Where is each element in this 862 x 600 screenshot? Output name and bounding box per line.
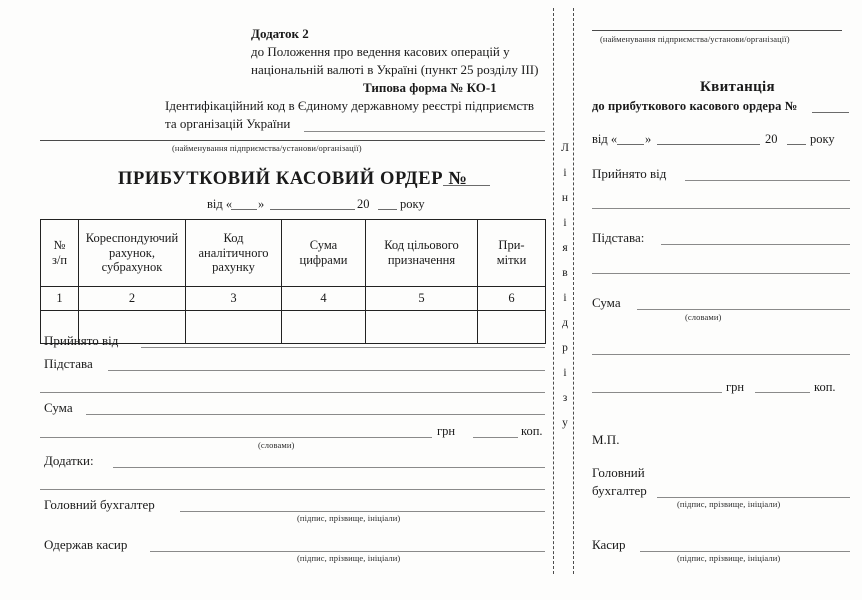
receipt-accepted-from-fill-line[interactable] — [685, 180, 850, 181]
order-sum-label: Сума — [44, 400, 73, 415]
cut-line-right — [573, 8, 574, 574]
order-date-year-fill-line[interactable] — [378, 209, 397, 210]
header-line: рахунку — [212, 260, 255, 275]
table-number-cell: 5 — [366, 287, 478, 311]
cut-label-letter: Л — [561, 142, 569, 154]
receipt-sum-words-caption: (словами) — [685, 312, 722, 322]
order-accounting-table — [40, 219, 546, 344]
receipt-number-fill-line[interactable] — [812, 112, 849, 113]
header-line: призначення — [387, 253, 456, 267]
receipt-date-day-fill-line[interactable] — [617, 144, 644, 145]
receipt-chief-accountant-caption: (підпис, прізвище, ініціали) — [677, 499, 781, 509]
receipt-kopiyka-label: коп. — [814, 380, 836, 394]
regulation-line-2: національній валюті в Україні (пункт 25 розділу III) — [251, 62, 539, 77]
receipt-cashier-caption: (підпис, прізвище, ініціали) — [677, 553, 781, 563]
table-numbering-row — [41, 287, 546, 311]
ident-code-line-2: та організацій України — [165, 116, 291, 131]
order-date-month-fill-line[interactable] — [270, 209, 355, 210]
table-number-cell: 2 — [79, 287, 186, 311]
table-number-cell: 4 — [282, 287, 366, 311]
receipt-date-year-fill-line[interactable] — [787, 144, 806, 145]
table-data-cell[interactable] — [478, 311, 546, 344]
order-basis-fill-line-2[interactable] — [40, 392, 545, 393]
order-date-year-suffix: року — [400, 197, 425, 211]
header-line: Сума — [309, 238, 338, 253]
regulation-line-1: до Положення про ведення касових операцій у — [251, 44, 510, 59]
receipt-date-prefix: від « — [592, 132, 618, 146]
cut-label-letter: і — [563, 167, 567, 179]
receipt-sum-label: Сума — [592, 295, 621, 310]
page-title: ПРИБУТКОВИЙ КАСОВИЙ ОРДЕР № — [118, 169, 468, 189]
order-chief-accountant-label: Головний бухгалтер — [44, 497, 155, 512]
table-number-cell: 1 — [41, 287, 79, 311]
order-accepted-from-label: Прийнято від — [44, 333, 119, 348]
order-hryvnia-label: грн — [437, 424, 456, 438]
header-line: аналітичного — [198, 245, 269, 260]
receipt-subtitle: до прибуткового касового ордера № — [592, 99, 798, 113]
table-header-cell — [366, 220, 478, 287]
ident-code-line-1: Ідентифікаційний код в Єдиному державному реєстрі підприємств — [165, 98, 535, 113]
receipt-org-name-line[interactable] — [592, 30, 842, 31]
cut-label-letter: н — [561, 192, 569, 204]
header-line: мітки — [496, 253, 527, 267]
order-cashier-fill-line[interactable] — [150, 551, 545, 552]
cut-line-vertical-label — [557, 143, 573, 443]
table-data-cell[interactable] — [366, 311, 478, 344]
header-line: Кореспондуючий — [85, 230, 179, 245]
receipt-hryvnia-fill-line[interactable] — [592, 392, 722, 393]
receipt-basis-label: Підстава: — [592, 230, 645, 245]
header-line: При- — [498, 238, 525, 253]
ident-code-fill-line[interactable] — [304, 131, 545, 132]
appendix-label: Додаток 2 — [251, 26, 309, 41]
receipt-chief-accountant-label-line-1: Головний — [592, 465, 645, 480]
order-number-fill-line[interactable] — [443, 185, 490, 186]
order-kopiyka-label: коп. — [521, 424, 543, 438]
table-data-cell[interactable] — [186, 311, 282, 344]
order-date-day-fill-line[interactable] — [231, 209, 257, 210]
receipt-hryvnia-label: грн — [726, 380, 745, 394]
receipt-sum-fill-line[interactable] — [637, 309, 850, 310]
cut-label-letter: у — [562, 417, 568, 429]
receipt-title: Квитанція — [700, 79, 775, 95]
table-header-row — [41, 220, 546, 287]
table-header-cell — [186, 220, 282, 287]
cut-label-letter: і — [563, 292, 567, 304]
receipt-accepted-from-fill-line-2[interactable] — [592, 208, 850, 209]
order-sum-words-caption: (словами) — [258, 440, 295, 450]
order-sum-words-fill-line[interactable] — [40, 437, 432, 438]
table-header-cell — [282, 220, 366, 287]
order-attachments-fill-line[interactable] — [113, 467, 545, 468]
receipt-sum-fill-line-2[interactable] — [592, 354, 850, 355]
receipt-org-name-caption: (найменування підприємства/установи/організації) — [600, 34, 790, 44]
table-header-cell — [478, 220, 546, 287]
order-cashier-label: Одержав касир — [44, 537, 128, 552]
receipt-kopiyka-fill-line[interactable] — [755, 392, 810, 393]
receipt-date-year-suffix: року — [810, 132, 835, 146]
receipt-basis-fill-line[interactable] — [661, 244, 850, 245]
table-number-cell: 3 — [186, 287, 282, 311]
cut-label-letter: з — [562, 392, 568, 404]
header-line: № — [53, 238, 66, 253]
order-attachments-label: Додатки: — [44, 453, 94, 468]
order-basis-fill-line[interactable] — [108, 370, 545, 371]
order-date-quote-close: » — [258, 197, 265, 211]
table-number-cell: 6 — [478, 287, 546, 311]
header-line: рахунок, — [109, 245, 155, 260]
order-org-name-caption: (найменування підприємства/установи/організації) — [172, 143, 362, 153]
cut-label-letter: і — [563, 367, 567, 379]
order-org-name-line[interactable] — [40, 140, 545, 141]
order-accepted-from-fill-line[interactable] — [141, 347, 545, 348]
receipt-date-year-prefix: 20 — [765, 132, 778, 146]
receipt-chief-accountant-label-line-2: бухгалтер — [592, 483, 647, 498]
table-header-cell — [41, 220, 79, 287]
header-line: Код — [223, 230, 244, 245]
cut-label-letter: д — [562, 317, 568, 329]
receipt-cashier-fill-line[interactable] — [640, 551, 850, 552]
order-basis-label: Підстава — [44, 356, 93, 371]
receipt-date-month-fill-line[interactable] — [657, 144, 760, 145]
order-sum-fill-line[interactable] — [86, 414, 545, 415]
order-chief-accountant-fill-line[interactable] — [180, 511, 545, 512]
cut-label-letter: я — [562, 242, 568, 254]
order-date-year-prefix: 20 — [357, 197, 370, 211]
header-line: з/п — [51, 253, 68, 267]
order-attachments-fill-line-2[interactable] — [40, 489, 545, 490]
cut-label-letter: р — [562, 342, 568, 354]
receipt-accepted-from-label: Прийнято від — [592, 166, 667, 181]
order-cashier-caption: (підпис, прізвище, ініціали) — [297, 553, 401, 563]
order-kopiyka-fill-line[interactable] — [473, 437, 518, 438]
receipt-date-quote-close: » — [645, 132, 652, 146]
header-line: субрахунок — [101, 260, 163, 275]
order-chief-accountant-caption: (підпис, прізвище, ініціали) — [297, 513, 401, 523]
cut-line-left — [553, 8, 554, 574]
table-data-cell[interactable] — [282, 311, 366, 344]
receipt-cashier-label: Касир — [592, 537, 626, 552]
header-line: цифрами — [299, 253, 348, 267]
order-date-prefix: від « — [207, 197, 233, 211]
header-line: Код цільового — [384, 238, 459, 253]
receipt-seal-mark-label: М.П. — [592, 432, 620, 447]
receipt-chief-accountant-fill-line[interactable] — [657, 497, 850, 498]
receipt-basis-fill-line-2[interactable] — [592, 273, 850, 274]
cut-label-letter: і — [563, 217, 567, 229]
form-type-label: Типова форма № КО-1 — [363, 80, 497, 95]
table-header-cell — [79, 220, 186, 287]
cut-label-letter: в — [562, 267, 568, 279]
